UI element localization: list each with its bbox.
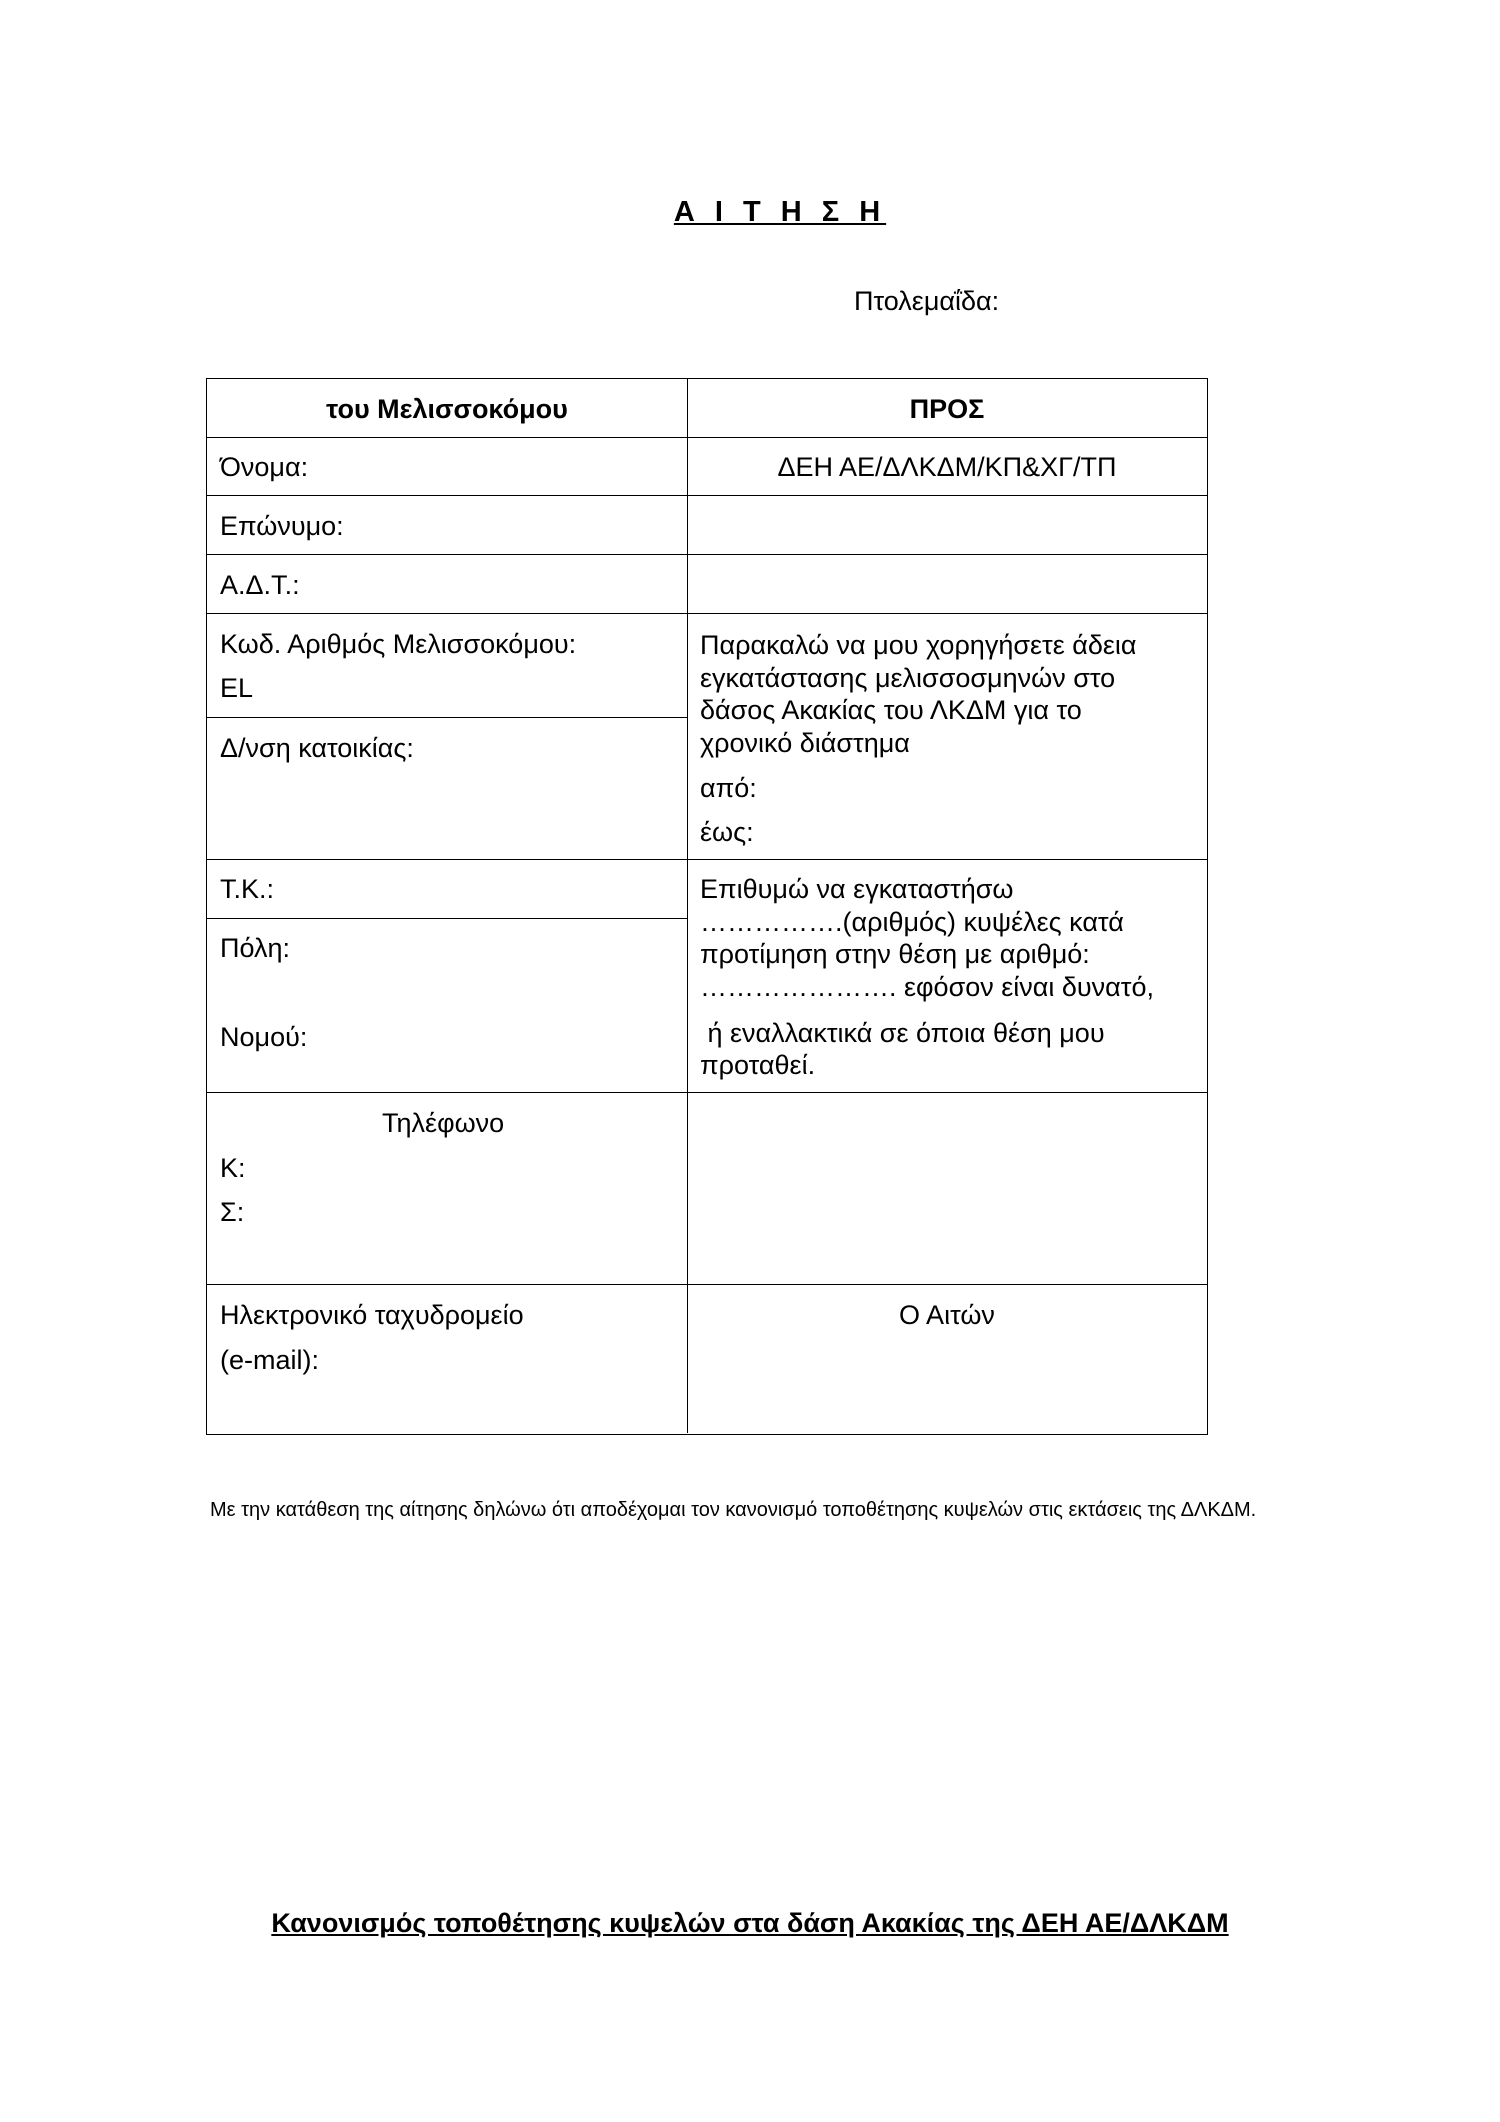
row-divider	[207, 717, 687, 718]
application-form-table	[206, 378, 1208, 1435]
row-divider	[207, 859, 1207, 860]
recipient-column-header: ΠΡΟΣ	[909, 394, 985, 424]
phone-label: Τηλέφωνο	[382, 1108, 505, 1138]
request-text-line: χρονικό διάστημα	[700, 728, 910, 758]
period-to-label: έως:	[700, 817, 754, 847]
city-label: Πόλη:	[220, 933, 291, 963]
phone-home-label: Κ:	[220, 1153, 246, 1183]
email-label: Ηλεκτρονικό ταχυδρομείο	[220, 1300, 524, 1330]
request-text-line: δάσος Ακακίας του ΛΚΔΜ για το	[700, 695, 1082, 725]
regulation-title: Κανονισμός τοποθέτησης κυψελών στα δάση Ακακίας της ΔΕΗ ΑΕ/ΔΛΚΔΜ	[271, 1908, 1229, 1938]
request-text-line: εγκατάστασης μελισσοσμηνών στο	[700, 663, 1116, 693]
document-title: Α Ι Τ Η Σ Η	[673, 196, 887, 228]
place-date-label: Πτολεμαΐδα:	[854, 286, 1000, 316]
name-label: Όνομα:	[220, 452, 309, 482]
beekeeper-column-header: του Μελισσοκόμου	[326, 394, 568, 424]
period-from-label: από:	[700, 773, 757, 803]
address-label: Δ/νση κατοικίας:	[220, 733, 414, 763]
applicant-label: Ο Αιτών	[899, 1300, 995, 1330]
row-divider	[207, 495, 1207, 496]
hives-text-line: Επιθυμώ να εγκαταστήσω	[700, 874, 1014, 904]
hives-text-line: …………………. εφόσον είναι δυνατό,	[700, 972, 1154, 1002]
acceptance-notice: Με την κατάθεση της αίτησης δηλώνω ότι αποδέχομαι τον κανονισμό τοποθέτησης κυψελών στις εκτάσεις της ΔΛΚΔΜ.	[210, 1499, 1257, 1521]
surname-label: Επώνυμο:	[220, 511, 344, 541]
phone-mobile-label: Σ:	[220, 1197, 245, 1227]
beekeeper-code-prefix: EL	[220, 673, 254, 703]
row-divider	[207, 918, 687, 919]
hives-text-line: προτίμηση στην θέση με αριθμό:	[700, 939, 1090, 969]
recipient-value: ΔΕΗ ΑΕ/ΔΛΚΔΜ/ΚΠ&ΧΓ/ΤΠ	[777, 452, 1117, 482]
hives-text-line: …………….(αριθμός) κυψέλες κατά	[700, 907, 1124, 937]
email-label-sub: (e-mail):	[220, 1345, 319, 1375]
prefecture-label: Νομού:	[220, 1022, 308, 1052]
row-divider	[207, 1284, 1207, 1285]
row-divider	[207, 613, 1207, 614]
column-divider	[687, 379, 688, 1433]
alternative-text-line: προταθεί.	[700, 1050, 816, 1080]
postal-code-label: Τ.Κ.:	[220, 874, 275, 904]
row-divider	[207, 437, 1207, 438]
row-divider	[207, 1092, 1207, 1093]
id-card-label: Α.Δ.Τ.:	[220, 570, 300, 600]
row-divider	[207, 554, 1207, 555]
request-text-line: Παρακαλώ να μου χορηγήσετε άδεια	[700, 630, 1137, 660]
alternative-text-line: ή εναλλακτικά σε όποια θέση μου	[700, 1018, 1105, 1048]
beekeeper-code-label: Κωδ. Αριθμός Μελισσοκόμου:	[220, 629, 577, 659]
